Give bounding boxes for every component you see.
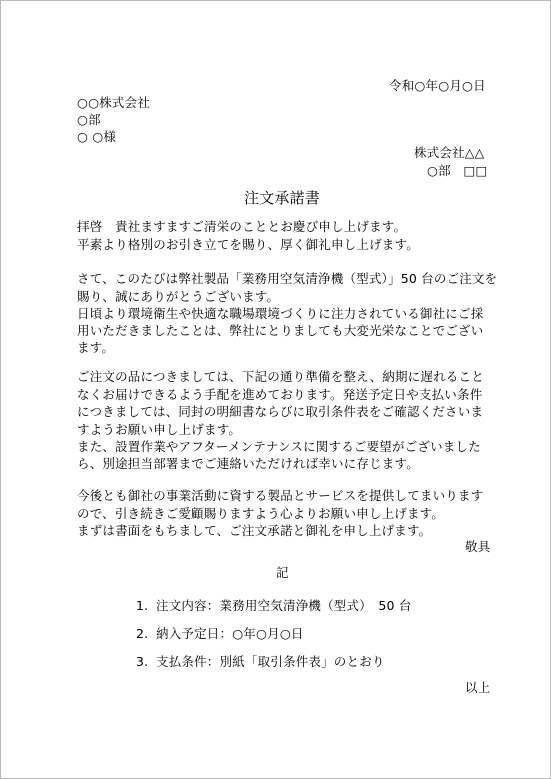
recipient-person: ○ ○様 (77, 129, 117, 144)
body-line: ます。 (77, 340, 115, 355)
body-line: 日頃より環境衛生や快適な職場環境づくりに注力されている御社にご採 (77, 306, 484, 321)
recipient-department: ○部 (77, 112, 101, 127)
body-line: すようお願い申し上げます。 (77, 422, 242, 437)
list-item-number: 3. (136, 654, 149, 669)
body-line: ご注文の品につきましては、下記の通り準備を整え、納期に遅れること (77, 369, 484, 384)
body-line: ら、別途担当部署までご連絡いただければ幸いに存じます。 (77, 456, 419, 471)
closing-keigu: 敬具 (465, 539, 491, 554)
body-line: また、設置作業やアフターメンテナンスに関するご要望がございました (77, 439, 481, 454)
body-line: まずは書面をもちまして、ご注文承諾と御礼を申し上げます。 (77, 523, 432, 538)
greeting-line: 平素より格別のお引き立てを賜り、厚く御礼申し上げます。 (77, 237, 419, 252)
sender-department-person: ○部 □□ (427, 163, 488, 178)
body-line: 用いただきましたことは、弊社にとりましても大変光栄なことでござい (77, 323, 484, 338)
body-line: さて、このたびは弊社製品「業務用空気清浄機（型式）」50 台のご注文を (77, 271, 498, 286)
body-line: 今後とも御社の事業活動に資する製品とサービスを提供してまいります (77, 488, 484, 503)
body-line: につきましては、同封の明細書ならびに取引条件表をご確認くださいま (77, 404, 484, 419)
list-item-text: 納入予定日：○年○月○日 (156, 626, 304, 641)
list-item (136, 652, 385, 671)
body-line: ので、引き続きご愛顧賜りますよう心よりお願い申し上げます。 (77, 506, 445, 521)
list-item (136, 624, 304, 643)
recipient-company: ○○株式会社 (77, 95, 151, 110)
list-item-number: 2. (136, 626, 149, 641)
list-item-text: 注文内容：業務用空気清浄機（型式） 50 台 (156, 598, 412, 613)
greeting-line: 拝啓 貴社ますますご清栄のこととお慶び申し上げます。 (77, 219, 407, 234)
date: 令和○年○月○日 (389, 78, 486, 93)
sender-company: 株式会社△△ (414, 145, 485, 160)
closing-ijo: 以上 (465, 680, 491, 695)
ki-heading: 記 (276, 565, 289, 580)
list-item-text: 支払条件：別紙「取引条件表」のとおり (156, 654, 385, 669)
body-line: 賜り、誠にありがとうございます。 (77, 289, 280, 304)
list-item (136, 596, 412, 615)
list-item-number: 1. (136, 598, 149, 613)
document-title: 注文承諾書 (244, 189, 321, 207)
body-line: なくお届けできるよう手配を進めております。発送予定日や支払い条件 (77, 387, 483, 402)
